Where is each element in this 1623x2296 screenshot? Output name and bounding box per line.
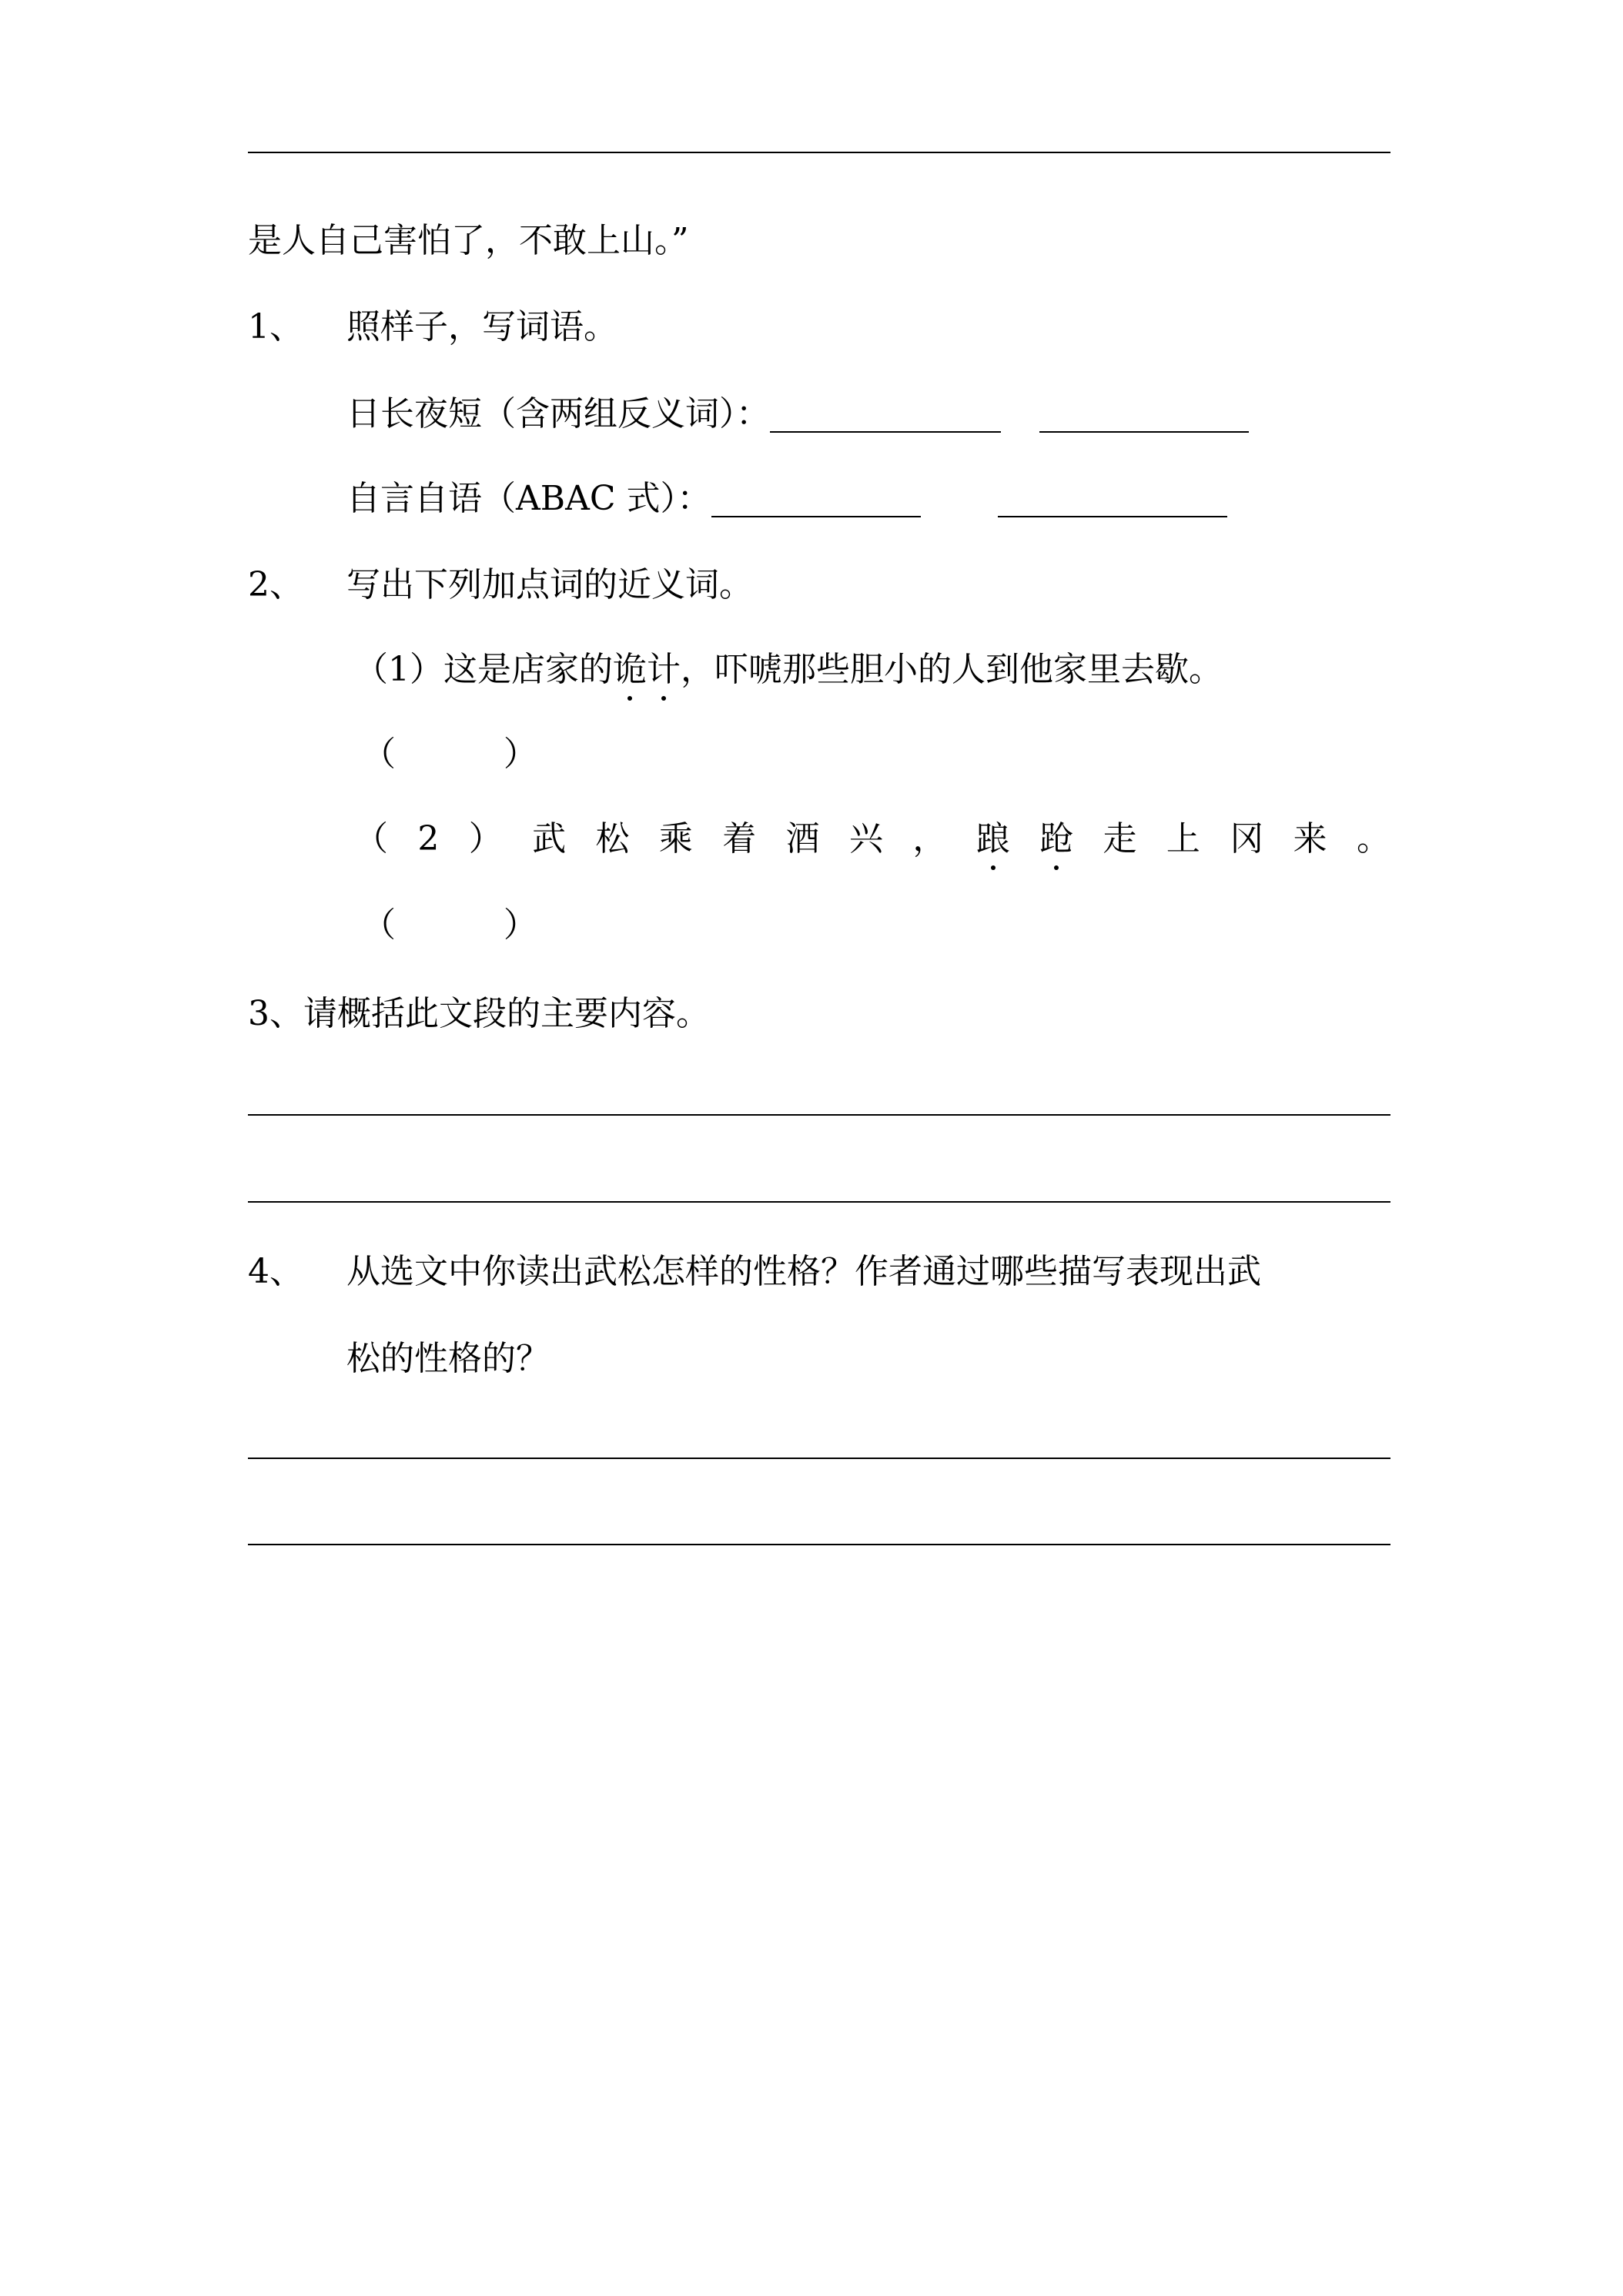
question-1-item-b-label: 自言自语（ABAC 式）： bbox=[346, 479, 711, 518]
sentence-2-char: 。 bbox=[1357, 819, 1390, 858]
question-3-prompt: 3、请概括此文段的主要内容。 bbox=[248, 994, 710, 1033]
answer-blank-1b-1[interactable] bbox=[711, 482, 921, 517]
question-1-item-a-label: 日长夜短（含两组反义词）： bbox=[346, 394, 770, 433]
dotted-char: 踉 bbox=[976, 816, 1010, 862]
answer-paren-2[interactable]: （ ） bbox=[362, 905, 537, 945]
sentence-2-char: 走 bbox=[1103, 819, 1137, 858]
sentence-2-char: 松 bbox=[595, 819, 630, 858]
dotted-char-2: 计 bbox=[647, 647, 681, 693]
question-1-prompt: 照样子，写词语。 bbox=[346, 307, 617, 346]
sentence-2-char: 酒 bbox=[785, 819, 820, 858]
dotted-char-1: 诡 bbox=[613, 647, 647, 693]
sentence-2-char: 上 bbox=[1166, 819, 1200, 858]
answer-line-top bbox=[248, 152, 1390, 153]
sentence-2-char: ， bbox=[912, 819, 947, 858]
answer-line-q4-1[interactable] bbox=[248, 1458, 1390, 1459]
question-4-prompt-line-1: 从选文中你读出武松怎样的性格？作者通过哪些描写表现出武 bbox=[346, 1252, 1261, 1291]
answer-blank-1a-1[interactable] bbox=[770, 397, 1001, 433]
sentence-2-char: 着 bbox=[722, 819, 757, 858]
answer-line-q4-2[interactable] bbox=[248, 1544, 1390, 1545]
question-2-sentence-2 bbox=[354, 816, 1390, 862]
answer-blank-1a-2[interactable] bbox=[1039, 397, 1249, 433]
question-2-prompt: 写出下列加点词的近义词。 bbox=[346, 565, 753, 604]
question-2-number: 2、 bbox=[248, 565, 303, 604]
sentence-1-after: ，吓唬那些胆小的人到他家里去歇。 bbox=[681, 650, 1223, 689]
sentence-2-char: ） bbox=[468, 819, 503, 858]
sentence-2-char: 武 bbox=[532, 819, 567, 858]
question-1-item-b bbox=[346, 476, 1227, 522]
answer-line-q3-1[interactable] bbox=[248, 1114, 1390, 1116]
question-4-number: 4、 bbox=[248, 1252, 303, 1291]
sentence-2-char: 冈 bbox=[1230, 819, 1264, 858]
answer-paren-1[interactable]: （ ） bbox=[362, 735, 537, 774]
question-1-item-a bbox=[346, 391, 1249, 437]
question-1-number: 1、 bbox=[248, 307, 303, 346]
answer-blank-1b-2[interactable] bbox=[998, 482, 1227, 517]
sentence-2-char: 乘 bbox=[658, 819, 693, 858]
dotted-char: 跄 bbox=[1039, 816, 1073, 862]
question-4-prompt-line-2: 松的性格的？ bbox=[346, 1339, 550, 1378]
sentence-2-char: 2 bbox=[417, 819, 440, 858]
question-2-sentence-1 bbox=[354, 647, 1223, 693]
sentence-1-before: （1）这是店家的 bbox=[354, 650, 613, 689]
sentence-2-char: （ bbox=[354, 819, 388, 858]
sentence-2-char: 兴 bbox=[849, 819, 883, 858]
answer-line-q3-2[interactable] bbox=[248, 1201, 1390, 1203]
sentence-2-char: 来 bbox=[1293, 819, 1327, 858]
passage-continuation: 是人自己害怕了，不敢上山。” bbox=[248, 221, 689, 260]
